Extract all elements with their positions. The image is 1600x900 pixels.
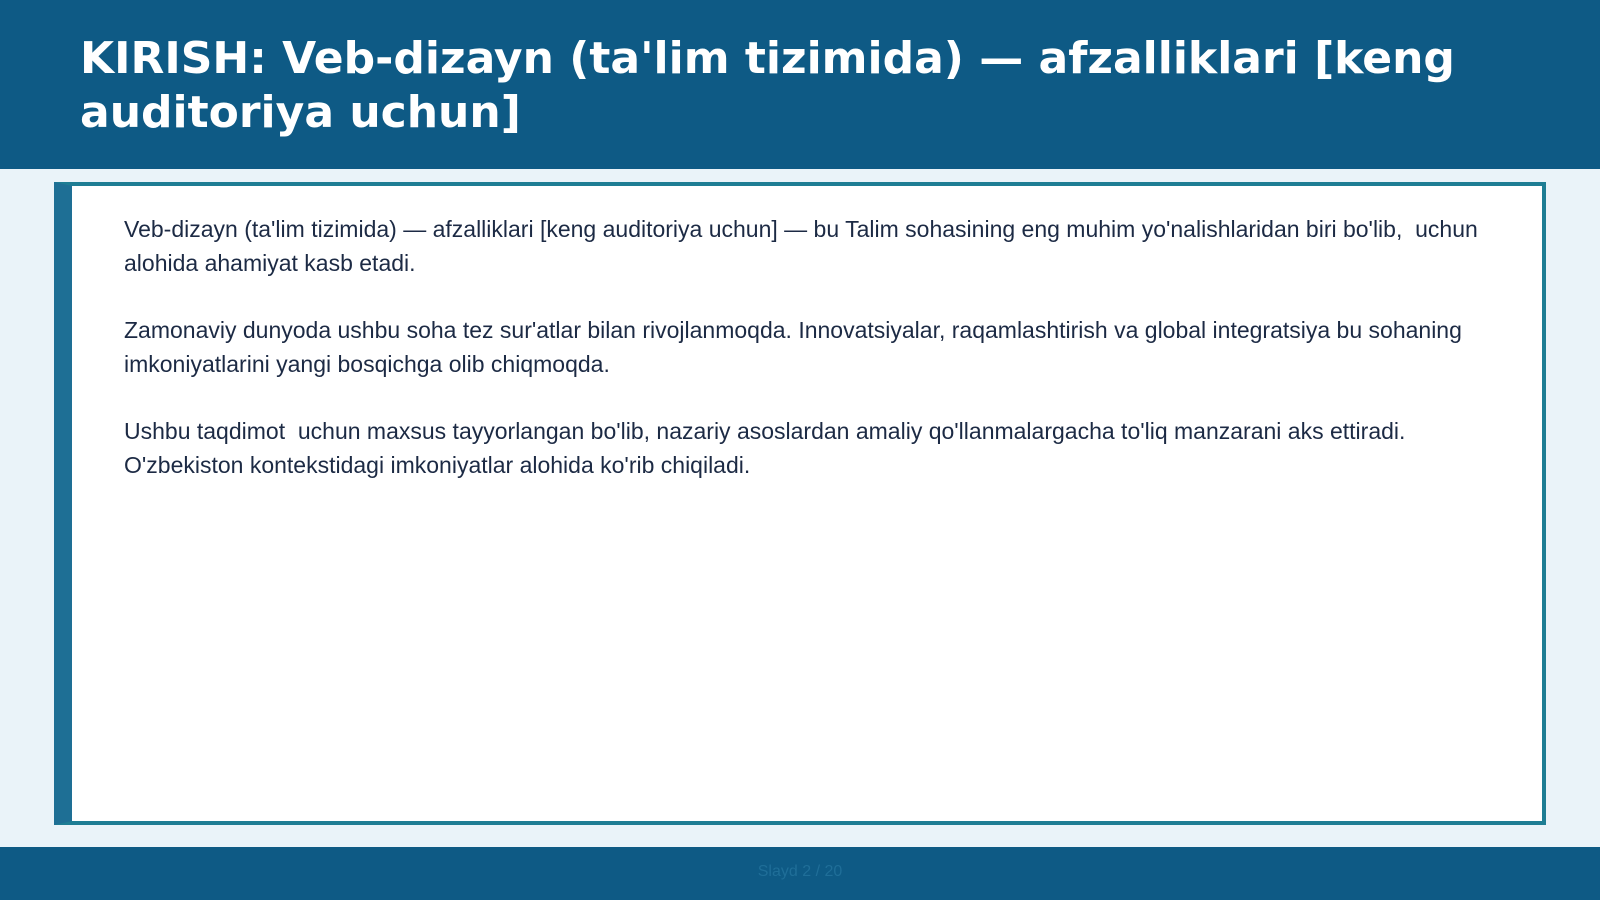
slide-title: KIRISH: Veb-dizayn (ta'lim tizimida) — afzalliklari [keng auditoriya uchun] [80, 33, 1455, 138]
slide-number: Slayd 2 / 20 [757, 863, 843, 880]
title-bar [0, 0, 1600, 169]
content-panel [54, 182, 1546, 825]
content-body [124, 212, 1484, 515]
summary-paragraph: Ushbu taqdimot uchun maxsus tayyorlangan bo'lib, nazariy asoslardan amaliy qo'llanmalargacha to'liq manzarani aks ettiradi. O'zbekiston kontekstidagi imkoniyatlar alohida ko'rib chiqiladi. [124, 418, 1412, 478]
context-paragraph: Zamonaviy dunyoda ushbu soha tez sur'atlar bilan rivojlanmoqda. Innovatsiyalar, raqamlashtirish va global integratsiya bu sohaning imkoniyatlarini yangi bosqichga olib chiqmoqda. [124, 317, 1469, 377]
intro-paragraph: Veb-dizayn (ta'lim tizimida) — afzalliklari [keng auditoriya uchun] — bu Talim sohasining eng muhim yo'nalishlaridan biri bo'lib, uchun alohida ahamiyat kasb etadi. [124, 216, 1485, 276]
footer-bar [0, 847, 1600, 900]
